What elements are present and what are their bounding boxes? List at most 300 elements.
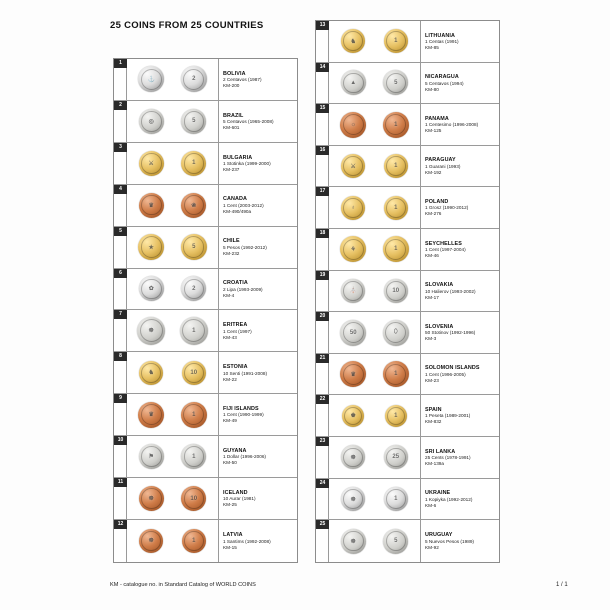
table-row: [316, 437, 499, 479]
coin-image: [139, 444, 164, 469]
row-number-badge: 8: [114, 352, 127, 361]
coin-image: [341, 154, 365, 178]
table-row: [114, 436, 297, 478]
country-name: SOLOMON ISLANDS: [425, 365, 480, 372]
country-name: BOLIVIA: [223, 70, 246, 77]
row-number-badge: 21: [316, 354, 329, 363]
km-catalogue-number: KM-139a: [425, 461, 445, 467]
km-catalogue-number: KM-92: [425, 544, 439, 550]
coin-device: 1: [192, 160, 196, 167]
coin-images-cell: [127, 227, 219, 268]
coin-device: 10: [392, 287, 400, 294]
coin-image: [342, 405, 364, 427]
coin-device: 2: [192, 76, 196, 83]
coin-image: [137, 317, 165, 345]
coin-device: 1: [394, 38, 398, 45]
row-number-badge: 13: [316, 21, 329, 30]
coin-device: ♛: [148, 202, 154, 209]
coin-device: 1: [192, 537, 196, 544]
coin-device: ✿: [148, 286, 154, 293]
coin-device: 5: [394, 79, 398, 86]
row-number-badge: 4: [114, 185, 127, 194]
coin-image: [138, 402, 164, 428]
km-catalogue-number: KM-192: [425, 169, 442, 175]
coin-images-cell: [329, 21, 421, 62]
row-number-cell: [316, 21, 329, 62]
coin-device: 1: [192, 411, 196, 418]
row-number-badge: 9: [114, 394, 127, 403]
coin-image: [138, 66, 164, 92]
row-number-cell: [114, 143, 127, 184]
coin-images-cell: [127, 520, 219, 562]
coin-description-cell: [219, 352, 297, 393]
coin-image: [138, 234, 164, 260]
coin-description-cell: [421, 354, 499, 395]
coin-image: [139, 109, 164, 134]
coin-table-right-column: [315, 20, 500, 563]
table-row: [114, 269, 297, 311]
coin-images-cell: [127, 310, 219, 351]
table-row: [114, 520, 297, 562]
coin-image: [341, 70, 366, 95]
coin-denomination: 5 Pesos (1992-2012): [223, 244, 267, 250]
coin-device: 1: [394, 412, 398, 419]
row-number-cell: [114, 185, 127, 226]
coin-denomination: 1 Cent (1996-2005): [425, 371, 466, 377]
row-number-badge: 15: [316, 104, 329, 113]
table-row: [114, 352, 297, 394]
coin-denomination: 25 Cents (1978-1991): [425, 455, 471, 461]
coin-images-cell: [127, 101, 219, 142]
coin-device: ◎: [148, 118, 154, 125]
coin-image: [383, 236, 409, 262]
coin-images-cell: [329, 312, 421, 353]
coin-image: [341, 196, 365, 220]
coin-image: [340, 112, 366, 138]
coin-device: 1: [394, 371, 398, 378]
coin-device: ⬯: [393, 329, 398, 336]
coin-images-cell: [329, 479, 421, 520]
coin-denomination: 1 Kopiyka (1992-2012): [425, 496, 473, 502]
km-catalogue-number: KM-15: [223, 544, 237, 550]
coin-image: [181, 276, 206, 301]
row-number-badge: 7: [114, 310, 127, 319]
coin-description-cell: [421, 271, 499, 312]
coin-device: 1: [394, 496, 398, 502]
coin-image: [341, 29, 365, 53]
country-name: BULGARIA: [223, 154, 253, 161]
coin-denomination: 1 Guarani (1993): [425, 163, 461, 169]
coin-description-cell: [421, 312, 499, 353]
coin-description-cell: [421, 229, 499, 270]
coin-device: ♁: [351, 204, 356, 211]
coin-image: [383, 70, 408, 95]
coin-images-cell: [329, 271, 421, 312]
coin-image: [181, 486, 206, 511]
row-number-cell: [316, 354, 329, 395]
km-catalogue-number: KM-46: [425, 253, 439, 259]
row-number-cell: [316, 520, 329, 562]
row-number-cell: [114, 478, 127, 519]
coin-denomination: 2 Lipa (1993-2009): [223, 286, 263, 292]
km-catalogue-number: KM-4: [223, 292, 235, 298]
coin-device: ⚘: [350, 246, 356, 253]
coin-device: 1: [192, 453, 196, 460]
row-number-badge: 2: [114, 101, 127, 110]
coin-denomination: 1 Centas (1991): [425, 39, 459, 44]
row-number-cell: [114, 520, 127, 562]
country-name: SLOVENIA: [425, 323, 454, 330]
coin-denomination: 1 Santims (1992-2008): [223, 538, 271, 544]
table-row: [316, 21, 499, 63]
coin-device: 1: [394, 163, 398, 170]
country-name: ERITREA: [223, 322, 248, 329]
country-name: BRAZIL: [223, 112, 244, 119]
table-row: [114, 310, 297, 352]
country-name: CHILE: [223, 238, 240, 245]
coin-images-cell: [127, 185, 219, 226]
coin-device: 2: [192, 285, 196, 292]
coin-image: [383, 361, 409, 387]
km-catalogue-number: KM-3: [425, 336, 437, 342]
coin-description-cell: [421, 63, 499, 104]
row-number-cell: [316, 104, 329, 145]
row-number-badge: 19: [316, 271, 329, 280]
coin-image: [139, 361, 163, 385]
coin-device: ☸: [148, 538, 154, 545]
country-name: SEYCHELLES: [425, 240, 462, 247]
coin-description-cell: [421, 479, 499, 520]
row-number-badge: 25: [316, 520, 329, 529]
coin-device: ♚: [350, 413, 356, 420]
table-row: [316, 479, 499, 521]
table-row: [316, 354, 499, 396]
table-row: [114, 394, 297, 436]
row-number-badge: 18: [316, 229, 329, 238]
coin-device: ☸: [350, 538, 356, 545]
coin-device: ❀: [191, 202, 197, 209]
coin-images-cell: [127, 352, 219, 393]
coin-image: [181, 151, 206, 176]
coin-device: ☸: [148, 496, 154, 503]
coin-denomination: 10 Aurar (1981): [223, 496, 256, 502]
coin-images-cell: [127, 59, 219, 100]
table-row: [114, 478, 297, 520]
coin-device: 5: [192, 244, 196, 251]
coin-device: 10: [190, 495, 198, 502]
coin-description-cell: [421, 437, 499, 478]
row-number-cell: [114, 269, 127, 310]
coin-image: [383, 320, 409, 346]
table-row: [316, 395, 499, 437]
row-number-cell: [114, 227, 127, 268]
coin-images-cell: [127, 394, 219, 435]
coin-denomination: 2 Centavos (1987): [223, 77, 262, 83]
coin-denomination: 50 Stotinov (1992-1996): [425, 330, 476, 336]
coin-image: [139, 529, 163, 553]
row-number-cell: [316, 187, 329, 228]
coin-image: [384, 487, 408, 511]
country-name: POLAND: [425, 199, 449, 206]
row-number-cell: [114, 394, 127, 435]
km-catalogue-number: KM-25: [223, 502, 237, 508]
country-name: GUYANA: [223, 447, 247, 454]
coin-device: 10: [190, 369, 198, 376]
coin-image: [139, 193, 164, 218]
km-catalogue-number: KM-23: [425, 377, 439, 383]
table-row: [316, 271, 499, 313]
coin-image: [182, 361, 206, 385]
coin-description-cell: [219, 520, 297, 562]
table-row: [316, 104, 499, 146]
row-number-badge: 22: [316, 395, 329, 404]
coin-denomination: 1 Stotinka (1999-2000): [223, 160, 271, 166]
row-number-cell: [316, 271, 329, 312]
row-number-badge: 16: [316, 146, 329, 155]
coin-description-cell: [219, 59, 297, 100]
row-number-cell: [316, 229, 329, 270]
coin-device: 5: [394, 538, 398, 545]
coin-images-cell: [329, 229, 421, 270]
country-name: PARAGUAY: [425, 157, 456, 164]
row-number-badge: 20: [316, 312, 329, 321]
row-number-badge: 14: [316, 63, 329, 72]
coin-image: [340, 361, 366, 387]
coin-image: [139, 151, 164, 176]
table-row: [316, 229, 499, 271]
km-catalogue-number: KM-85: [425, 45, 439, 50]
coin-device: ⚑: [148, 454, 154, 461]
coin-device: ☸: [350, 454, 356, 461]
coin-denomination: 1 Centesimo (1996-2008): [425, 122, 479, 128]
coin-description-cell: [219, 269, 297, 310]
km-catalogue-number: KM-49: [223, 418, 237, 424]
coin-device: 1: [192, 327, 196, 334]
coin-description-cell: [421, 187, 499, 228]
coin-images-cell: [127, 478, 219, 519]
row-number-badge: 3: [114, 143, 127, 152]
country-name: ESTONIA: [223, 364, 248, 371]
km-catalogue-number: KM-237: [223, 166, 240, 172]
coin-image: [383, 112, 409, 138]
country-name: FIJI ISLANDS: [223, 406, 259, 412]
coin-description-cell: [219, 310, 297, 351]
coin-image: [181, 444, 206, 469]
coin-device: 25: [392, 454, 400, 461]
coin-image: [340, 236, 366, 262]
coin-image: [383, 529, 408, 554]
coin-device: 1: [394, 204, 398, 211]
coin-image: [181, 402, 207, 428]
coin-images-cell: [329, 63, 421, 104]
coin-denomination: 1 Cent (2003-2012): [223, 202, 264, 208]
km-catalogue-number: KM-276: [425, 211, 442, 217]
coin-denomination: 5 Centavos (1965-2008): [223, 119, 274, 125]
coin-image: [341, 529, 366, 554]
row-number-cell: [114, 436, 127, 477]
coin-image: [181, 234, 207, 260]
coin-device: ☸: [148, 328, 154, 335]
coin-images-cell: [329, 146, 421, 187]
coin-image: [181, 109, 206, 134]
country-name: LATVIA: [223, 532, 243, 539]
coin-images-cell: [329, 104, 421, 145]
coin-image: [181, 193, 206, 218]
coin-description-cell: [219, 185, 297, 226]
coin-device: ☼: [350, 121, 356, 128]
coin-description-cell: [219, 436, 297, 477]
coin-device: ⚔: [350, 163, 356, 170]
coin-images-cell: [329, 395, 421, 436]
km-catalogue-number: KM-6: [425, 502, 437, 508]
coin-denomination: 1 Grosz (1990-2012): [425, 205, 469, 211]
km-catalogue-number: KM-43: [223, 334, 237, 340]
coin-denomination: 5 Centavos (1994): [425, 80, 464, 86]
country-name: NICARAGUA: [425, 74, 459, 81]
coin-image: [341, 445, 365, 469]
km-catalogue-number: KM-490/490a: [223, 208, 252, 214]
country-name: CANADA: [223, 196, 247, 203]
coin-image: [180, 317, 208, 345]
row-number-cell: [114, 101, 127, 142]
row-number-badge: 17: [316, 187, 329, 196]
table-row: [114, 59, 297, 101]
coin-image: [181, 66, 207, 92]
row-number-cell: [114, 59, 127, 100]
coin-device: ⚔: [148, 160, 154, 167]
coin-description-cell: [219, 143, 297, 184]
coin-device: ♛: [148, 412, 154, 419]
coin-device: 1: [394, 246, 398, 253]
coin-image: [385, 405, 407, 427]
coin-description-cell: [219, 227, 297, 268]
page-number: 1 / 1: [556, 582, 568, 588]
country-name: ICELAND: [223, 489, 248, 496]
country-name: UKRAINE: [425, 490, 451, 497]
coin-image: [384, 154, 408, 178]
row-number-badge: 1: [114, 59, 127, 68]
coin-description-cell: [219, 394, 297, 435]
country-name: SPAIN: [425, 407, 442, 414]
table-row: [114, 185, 297, 227]
row-number-badge: 6: [114, 269, 127, 278]
row-number-badge: 12: [114, 520, 127, 529]
row-number-cell: [114, 352, 127, 393]
km-catalogue-number: KM-17: [425, 294, 439, 300]
coin-device: 5: [192, 118, 196, 125]
coin-description-cell: [421, 104, 499, 145]
row-number-cell: [316, 437, 329, 478]
table-row: [316, 187, 499, 229]
coin-device: ☸: [350, 496, 356, 503]
coin-device: 1: [394, 121, 398, 128]
coin-images-cell: [127, 269, 219, 310]
coin-denomination: 5 Nuevos Pesos (1989): [425, 538, 474, 544]
country-name: CROATIA: [223, 280, 248, 287]
table-row: [114, 143, 297, 185]
coin-image: [384, 29, 408, 53]
coin-images-cell: [127, 436, 219, 477]
coin-image: [139, 276, 164, 301]
row-number-cell: [316, 312, 329, 353]
table-row: [316, 63, 499, 105]
country-name: PANAMA: [425, 115, 449, 122]
coin-denomination: 1 Cent (1997): [223, 328, 252, 334]
coin-device: ⚓: [147, 76, 155, 83]
row-number-badge: 24: [316, 479, 329, 488]
coin-image: [182, 529, 206, 553]
km-catalogue-number: KM-601: [223, 125, 240, 131]
coin-denomination: 1 Cent (1990-1999): [223, 412, 264, 418]
coin-image: [340, 320, 366, 346]
coin-device: ♞: [148, 370, 154, 377]
row-number-badge: 10: [114, 436, 127, 445]
row-number-cell: [316, 395, 329, 436]
row-number-cell: [316, 479, 329, 520]
km-catalogue-number: KM-232: [223, 250, 240, 256]
coin-image: [341, 487, 365, 511]
km-catalogue-number: KM-50: [223, 460, 237, 466]
country-name: SLOVAKIA: [425, 282, 454, 289]
coin-description-cell: [219, 478, 297, 519]
country-name: URUGUAY: [425, 532, 453, 539]
km-catalogue-number: KM-200: [223, 83, 240, 89]
row-number-cell: [114, 310, 127, 351]
coin-description-cell: [421, 21, 499, 62]
coin-description-cell: [421, 146, 499, 187]
row-number-badge: 11: [114, 478, 127, 487]
coin-device: ⛪: [349, 288, 357, 295]
coin-description-cell: [421, 520, 499, 562]
coin-description-cell: [421, 395, 499, 436]
coin-images-cell: [329, 354, 421, 395]
coin-image: [341, 279, 365, 303]
coin-images-cell: [329, 520, 421, 562]
row-number-cell: [316, 63, 329, 104]
row-number-badge: 23: [316, 437, 329, 446]
table-row: [114, 101, 297, 143]
coin-images-cell: [329, 187, 421, 228]
page-title: 25 COINS FROM 25 COUNTRIES: [110, 20, 264, 31]
coin-denomination: 1 Dollar (1996-2006): [223, 454, 266, 460]
coin-denomination: 1 Cent (1997-2004): [425, 247, 466, 253]
km-catalogue-number: KM-22: [223, 376, 237, 382]
country-name: LITHUANIA: [425, 32, 455, 39]
coin-device: ★: [148, 244, 154, 251]
table-row: [316, 520, 499, 562]
table-row: [114, 227, 297, 269]
row-number-badge: 5: [114, 227, 127, 236]
km-catalogue-number: KM-125: [425, 128, 442, 134]
coin-denomination: 1 Peseta (1989-2001): [425, 413, 471, 419]
coin-description-cell: [219, 101, 297, 142]
coin-image: [384, 445, 408, 469]
km-catalogue-number: KM-832: [425, 419, 442, 425]
coin-device: ♛: [350, 371, 356, 378]
km-catalogue-number: KM-80: [425, 86, 439, 92]
coin-image: [384, 279, 408, 303]
coin-device: ♞: [350, 38, 356, 45]
country-name: SRI LANKA: [425, 448, 456, 455]
table-row: [316, 146, 499, 188]
coin-image: [139, 486, 164, 511]
coin-images-cell: [329, 437, 421, 478]
coin-image: [384, 196, 408, 220]
coin-denomination: 10 Senti (1991-2008): [223, 370, 268, 376]
footer-note: KM - catalogue no. in Standard Catalog of WORLD COINS: [110, 582, 256, 588]
table-row: [316, 312, 499, 354]
coin-device: 50: [349, 329, 357, 336]
